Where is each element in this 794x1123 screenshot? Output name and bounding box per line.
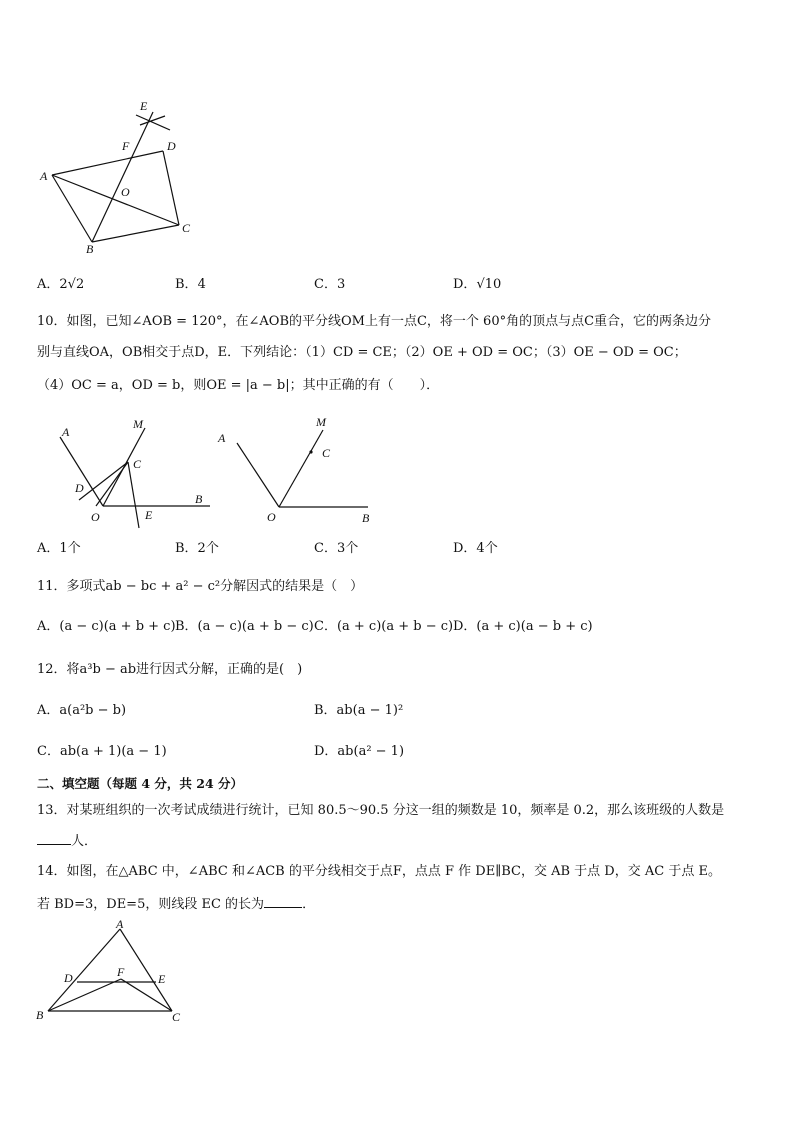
q9-label-d: D bbox=[167, 139, 176, 153]
q9-option-a bbox=[37, 276, 84, 294]
q13-line-2 bbox=[37, 832, 97, 851]
q10-option-c: C．3个 bbox=[314, 541, 359, 556]
q13-line-1: 13．对某班组织的一次考试成绩进行统计，已知 80.5～90.5 分这一组的频数是 10，频率是 0.2，那么该班级的人数是 bbox=[37, 803, 725, 818]
q9-option-c-label: C． bbox=[314, 277, 337, 292]
q12-stem: 12．将a³b − ab进行因式分解，正确的是( ) bbox=[37, 662, 303, 677]
q11-option-c: C．(a + c)(a + b − c) bbox=[314, 619, 454, 634]
q11-option-a: A．(a − c)(a + b + c) bbox=[37, 619, 176, 634]
q10r-ray-oa bbox=[237, 443, 279, 507]
q14-line-ac bbox=[120, 929, 172, 1011]
q14-line-bf bbox=[48, 979, 121, 1011]
q10-figure-left bbox=[55, 412, 215, 532]
q10l-ray-oa bbox=[60, 437, 103, 506]
q14-label-e: E bbox=[158, 972, 166, 986]
q11-option-d: D．(a + c)(a − b + c) bbox=[453, 619, 593, 634]
q10l-label-m: M bbox=[133, 417, 143, 431]
q14-label-d: D bbox=[64, 971, 73, 985]
q14-line-ab bbox=[48, 929, 120, 1011]
q9-label-b: B bbox=[86, 242, 94, 256]
q10-option-b: B．2个 bbox=[175, 541, 219, 556]
section-2-title: 二、填空题（每题 4 分，共 24 分） bbox=[37, 776, 244, 791]
q9-option-b-label: B． bbox=[175, 277, 198, 292]
q10l-line-c-o bbox=[96, 462, 128, 506]
q10r-label-b: B bbox=[362, 511, 370, 525]
q9-label-a: A bbox=[40, 169, 48, 183]
q9-arc-mark-2 bbox=[140, 116, 165, 125]
q9-option-d bbox=[453, 276, 501, 294]
q10-stem-line-2: 别与直线OA，OB相交于点D，E．下列结论：（1）CD = CE；（2）OE + OD = OC；（3）OE − OD = OC； bbox=[37, 345, 687, 360]
q9-option-d-label: D． bbox=[453, 277, 477, 292]
q9-option-c-value: 3 bbox=[336, 277, 346, 292]
q14-answer-blank[interactable] bbox=[264, 895, 302, 908]
q12-option-b: B．ab(a − 1)² bbox=[314, 703, 404, 718]
q9-label-e: E bbox=[140, 99, 148, 113]
q14-label-b: B bbox=[36, 1008, 44, 1022]
q10l-label-a: A bbox=[62, 425, 70, 439]
q12-option-c: C．ab(a + 1)(a − 1) bbox=[37, 744, 167, 759]
q14-line-2 bbox=[37, 895, 315, 914]
q9-line-dc bbox=[163, 151, 179, 225]
q10r-point-c bbox=[309, 450, 312, 453]
q10l-label-o: O bbox=[91, 510, 100, 524]
q10l-label-c: C bbox=[133, 457, 142, 471]
q10l-label-d: D bbox=[75, 481, 84, 495]
q9-diagonal-ac bbox=[52, 175, 179, 225]
q10l-label-e: E bbox=[145, 508, 153, 522]
q9-label-f: F bbox=[122, 139, 130, 153]
q9-option-b-value: 4 bbox=[197, 277, 206, 292]
q9-line-ba bbox=[52, 175, 92, 242]
q9-option-d-value: √10 bbox=[476, 277, 502, 292]
q14-line-2-end: ． bbox=[302, 897, 316, 912]
q14-line-1: 14．如图，在△ABC 中，∠ABC 和∠ACB 的平分线相交于点F，点点 F 作 DE∥BC，交 AB 于点 D，交 AC 于点 E。 bbox=[37, 864, 721, 879]
q10-stem-line-1: 10．如图，已知∠AOB = 120°，在∠AOB的平分线OM上有一点C，将一个 60°角的顶点与点C重合，它的两条边分 bbox=[37, 314, 712, 329]
q10r-ray-om bbox=[279, 430, 323, 507]
q9-label-o: O bbox=[121, 185, 130, 199]
q13-answer-blank[interactable] bbox=[37, 832, 71, 845]
q14-figure bbox=[30, 915, 195, 1025]
q10r-label-m: M bbox=[316, 415, 326, 429]
q14-line-2-text: 若 BD=3，DE=5，则线段 EC 的长为 bbox=[37, 897, 265, 912]
q9-figure bbox=[30, 95, 210, 265]
q10l-label-b: B bbox=[195, 492, 203, 506]
q10l-line-ce bbox=[128, 462, 139, 528]
q12-option-d: D．ab(a² − 1) bbox=[314, 744, 405, 759]
q14-label-a: A bbox=[116, 917, 124, 931]
q11-option-b: B．(a − c)(a + b − c) bbox=[175, 619, 314, 634]
q9-option-c bbox=[314, 276, 345, 294]
q10r-label-o: O bbox=[267, 510, 276, 524]
q11-stem: 11．多项式ab − bc + a² − c²分解因式的结果是（ ） bbox=[37, 579, 364, 594]
q10-stem-line-3: （4）OC = a，OD = b，则OE = |a − b|；其中正确的有（ ）． bbox=[37, 378, 440, 393]
q14-label-f: F bbox=[117, 965, 125, 979]
q10l-line-cd bbox=[79, 462, 128, 500]
q10-option-d: D．4个 bbox=[453, 541, 498, 556]
q9-option-b bbox=[175, 276, 206, 294]
q10-figure-right bbox=[215, 410, 380, 530]
q9-line-cb bbox=[92, 225, 179, 242]
q9-arc-mark-1 bbox=[136, 115, 170, 130]
q14-label-c: C bbox=[172, 1010, 181, 1024]
q12-option-a: A．a(a²b − b) bbox=[37, 703, 127, 718]
q9-label-c: C bbox=[182, 221, 191, 235]
q13-line-2-suffix: 人． bbox=[71, 834, 98, 849]
q10r-label-c: C bbox=[322, 446, 331, 460]
q9-line-be bbox=[92, 112, 153, 242]
q9-line-ad bbox=[52, 151, 163, 175]
q10-option-a: A．1个 bbox=[37, 541, 81, 556]
q9-option-a-label: A． bbox=[37, 277, 60, 292]
q10r-label-a: A bbox=[218, 431, 226, 445]
q9-option-a-value: 2√2 bbox=[59, 277, 85, 292]
